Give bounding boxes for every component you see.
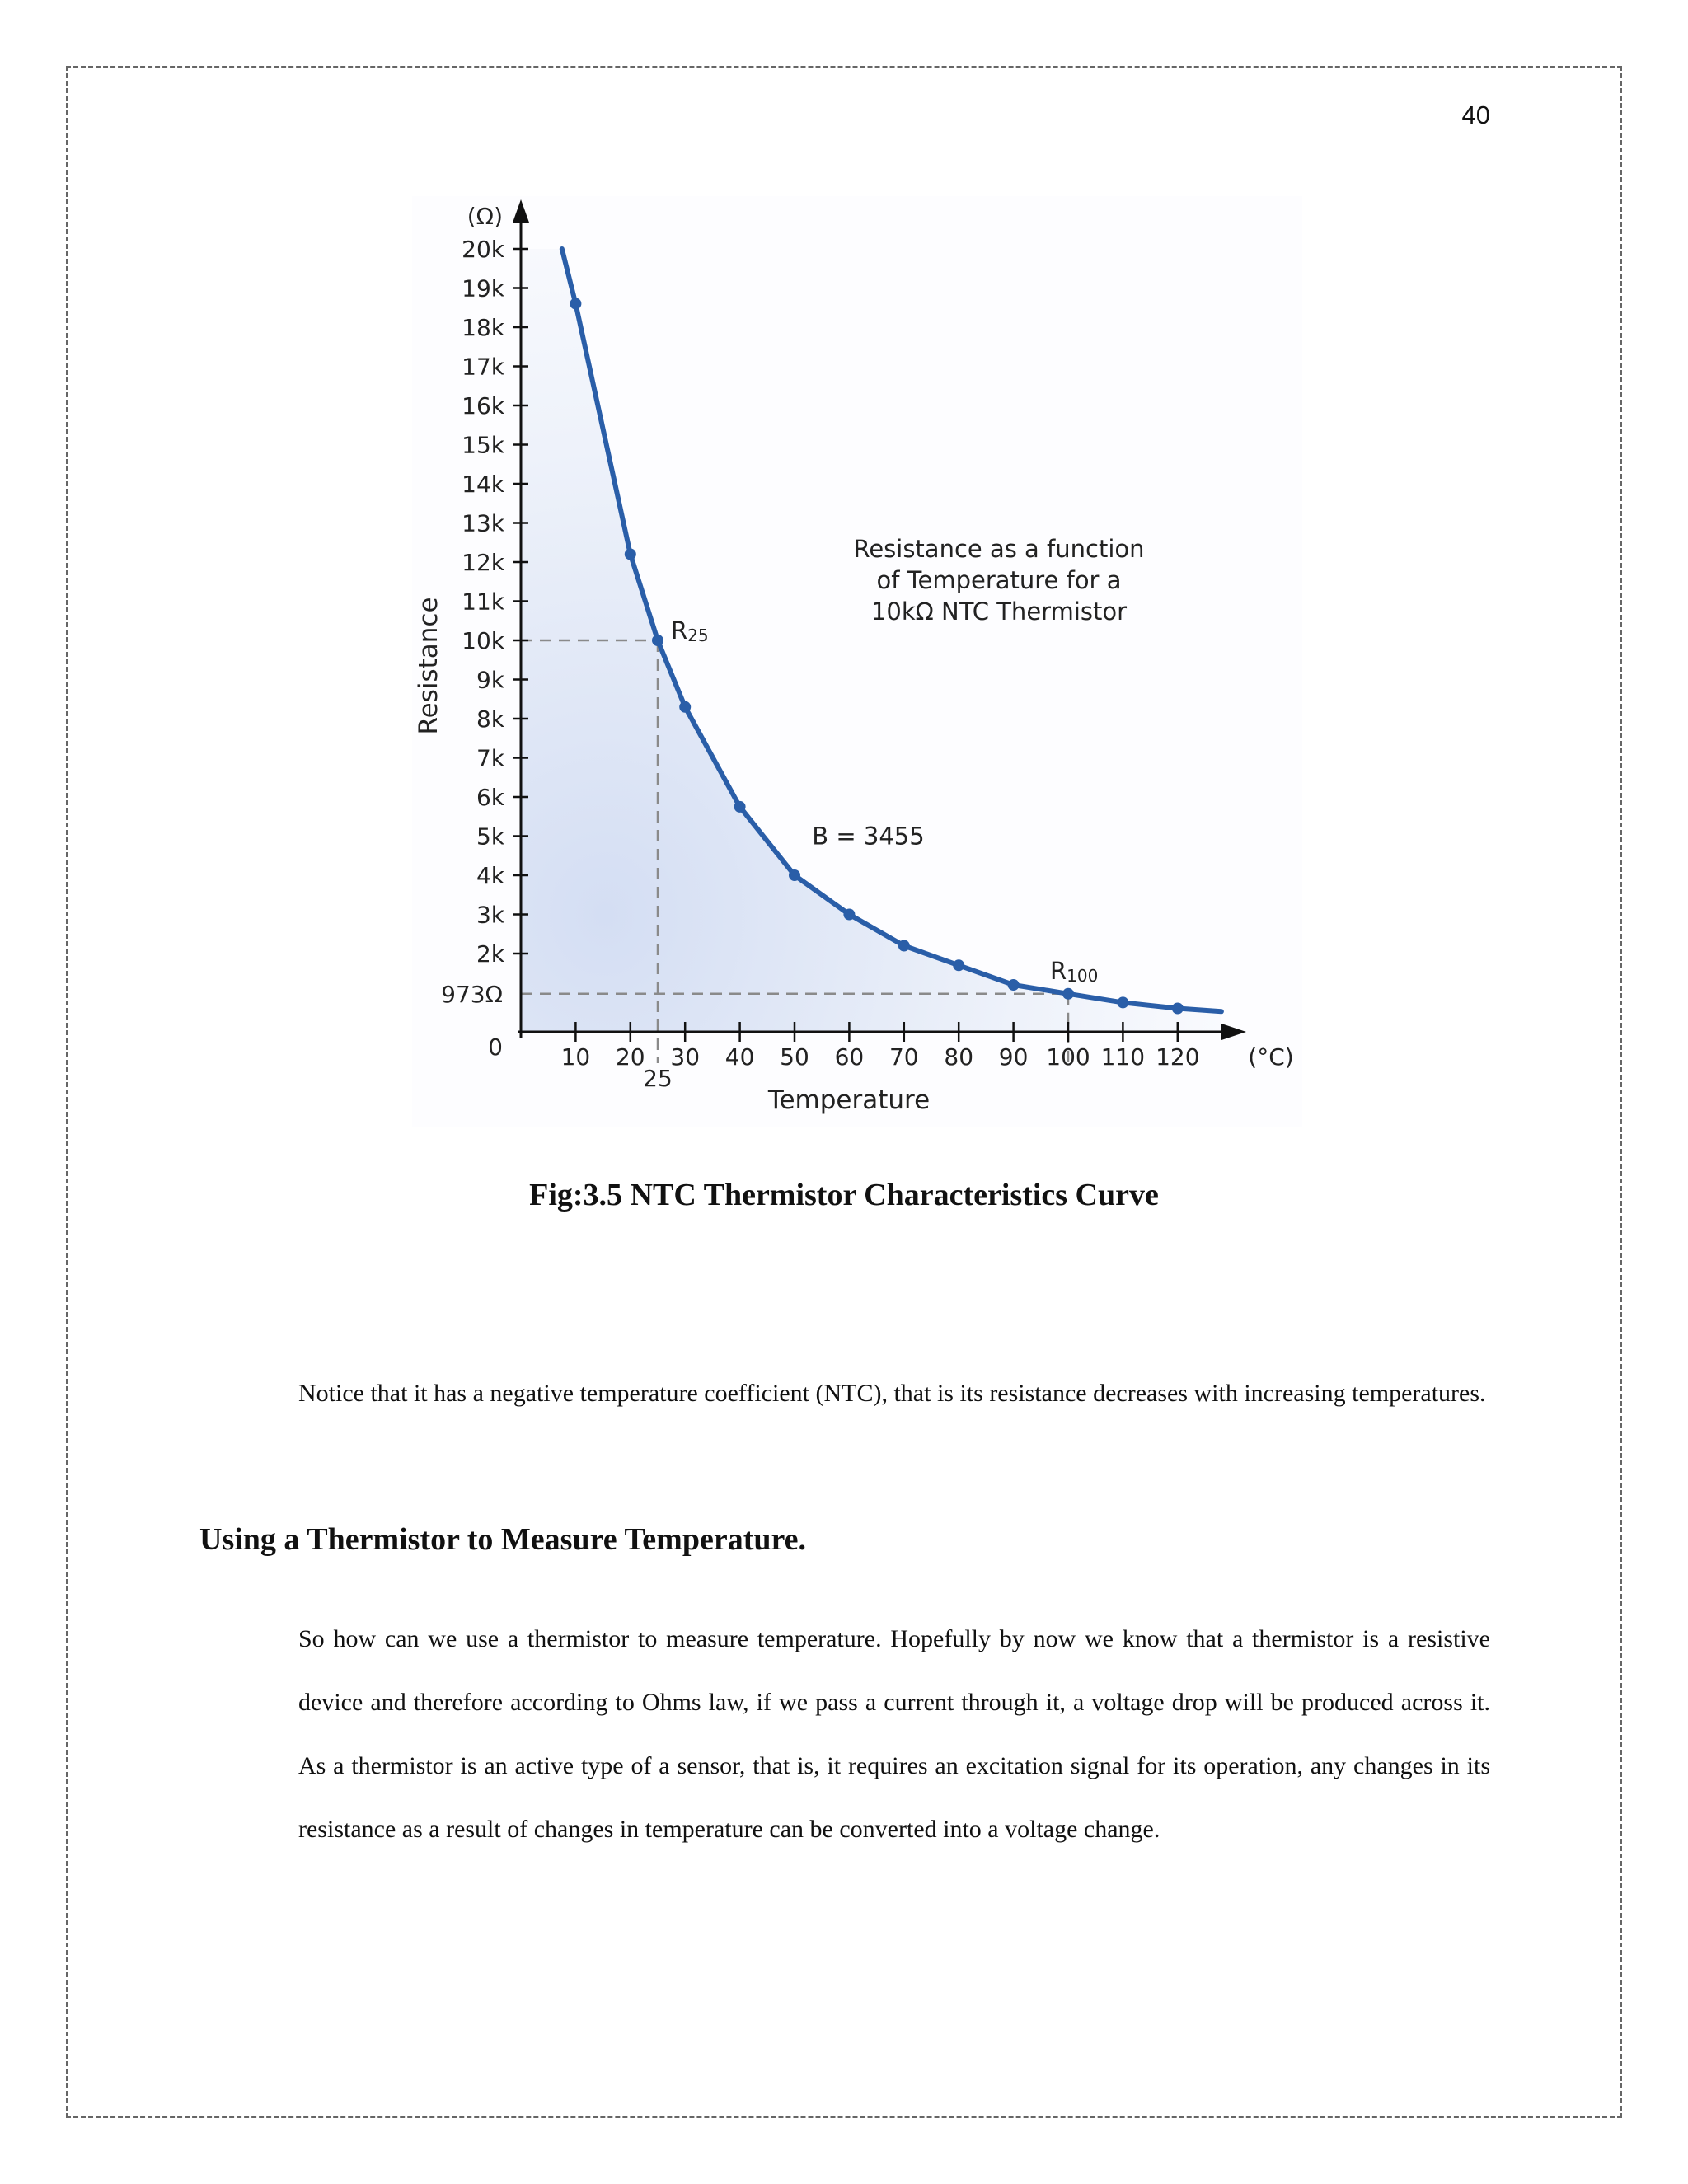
y-tick-label: 5k xyxy=(476,823,504,851)
y-tick-label: 20k xyxy=(462,236,504,263)
data-point xyxy=(1062,988,1074,1000)
x-tick-label: 70 xyxy=(889,1043,919,1071)
y-tick-label: 14k xyxy=(462,471,504,498)
y-tick-label: 17k xyxy=(462,353,504,381)
y-tick-label: 12k xyxy=(462,549,504,576)
x-tick-label: 50 xyxy=(780,1043,809,1071)
x-tick-label: 100 xyxy=(1046,1043,1090,1071)
y-tick-label: 8k xyxy=(476,705,504,733)
y-axis-title: Resistance xyxy=(414,597,443,735)
page-number: 40 xyxy=(1461,101,1490,129)
y-tick-label: 2k xyxy=(476,940,504,968)
data-point xyxy=(652,635,663,646)
x-tick-label: 90 xyxy=(998,1043,1029,1071)
y-tick-label: 4k xyxy=(476,862,504,889)
x-axis-title: Temperature xyxy=(767,1085,931,1115)
data-point xyxy=(625,549,636,560)
data-point xyxy=(679,701,691,713)
y-tick-label: 15k xyxy=(462,431,504,459)
paragraph-ntc-note: Notice that it has a negative temperature coefficient (NTC), that is its resistance decreases with increasing temperatures. xyxy=(298,1380,1486,1407)
data-point xyxy=(570,298,581,310)
x-tick-label: 10 xyxy=(560,1043,591,1071)
data-point xyxy=(789,869,800,881)
x-tick-label-25: 25 xyxy=(643,1065,673,1092)
y-tick-label: 10k xyxy=(462,627,504,654)
origin-label: 0 xyxy=(488,1033,503,1061)
y-tick-label: 13k xyxy=(462,509,504,537)
chart-title-line: Resistance as a function xyxy=(853,535,1145,563)
y-tick-label: 7k xyxy=(476,744,504,772)
y-tick-label: 18k xyxy=(462,314,504,341)
x-tick-label: 60 xyxy=(834,1043,865,1071)
x-unit-label: (°C) xyxy=(1248,1043,1294,1071)
data-point xyxy=(843,909,855,921)
paragraph-measure: So how can we use a thermistor to measure temperature. Hopefully by now we know that a thermistor is a resistive device and therefore according to Ohms law, if we pass a current through it, a voltage drop will be produced across it. As a thermistor is an active type of a sensor, that is, it requires an excitation signal for its operation, any changes in its resistance as a result of changes in temperature can be converted into a voltage change. xyxy=(298,1625,1490,1843)
y-tick-label: 11k xyxy=(462,588,504,616)
x-tick-label: 30 xyxy=(670,1043,701,1071)
y-tick-label: 3k xyxy=(476,901,504,929)
x-tick-label: 110 xyxy=(1100,1043,1146,1071)
x-tick-label: 80 xyxy=(944,1043,974,1071)
y-tick-label: 16k xyxy=(462,392,504,419)
data-point xyxy=(1117,996,1128,1008)
annotation-r100: R100 xyxy=(1050,956,1099,986)
ntc-chart xyxy=(412,196,1302,1127)
annotation-r25: R25 xyxy=(671,616,709,645)
data-point xyxy=(898,940,910,952)
x-tick-label: 120 xyxy=(1156,1043,1200,1071)
data-point xyxy=(734,801,746,813)
y-tick-label-973: 973Ω xyxy=(441,980,503,1008)
annotation-b-value: B = 3455 xyxy=(812,822,925,851)
data-point xyxy=(1172,1003,1184,1015)
data-point xyxy=(1008,979,1020,991)
y-tick-label: 6k xyxy=(476,784,504,811)
figure-caption: Fig:3.5 NTC Thermistor Characteristics Curve xyxy=(529,1178,1159,1212)
annotation-subscript: 25 xyxy=(687,626,709,645)
chart-title-line: 10kΩ NTC Thermistor xyxy=(870,598,1128,626)
y-tick-label: 19k xyxy=(462,274,504,302)
ntc-chart-svg xyxy=(412,196,1302,1127)
y-tick-label: 9k xyxy=(476,666,504,694)
section-heading: Using a Thermistor to Measure Temperature. xyxy=(199,1522,807,1557)
chart-title-line: of Temperature for a xyxy=(876,566,1122,594)
x-tick-label: 20 xyxy=(615,1043,645,1071)
annotation-subscript: 100 xyxy=(1067,965,1099,986)
y-unit-label: (Ω) xyxy=(467,203,503,230)
x-tick-label: 40 xyxy=(724,1043,755,1071)
data-point xyxy=(953,959,964,971)
